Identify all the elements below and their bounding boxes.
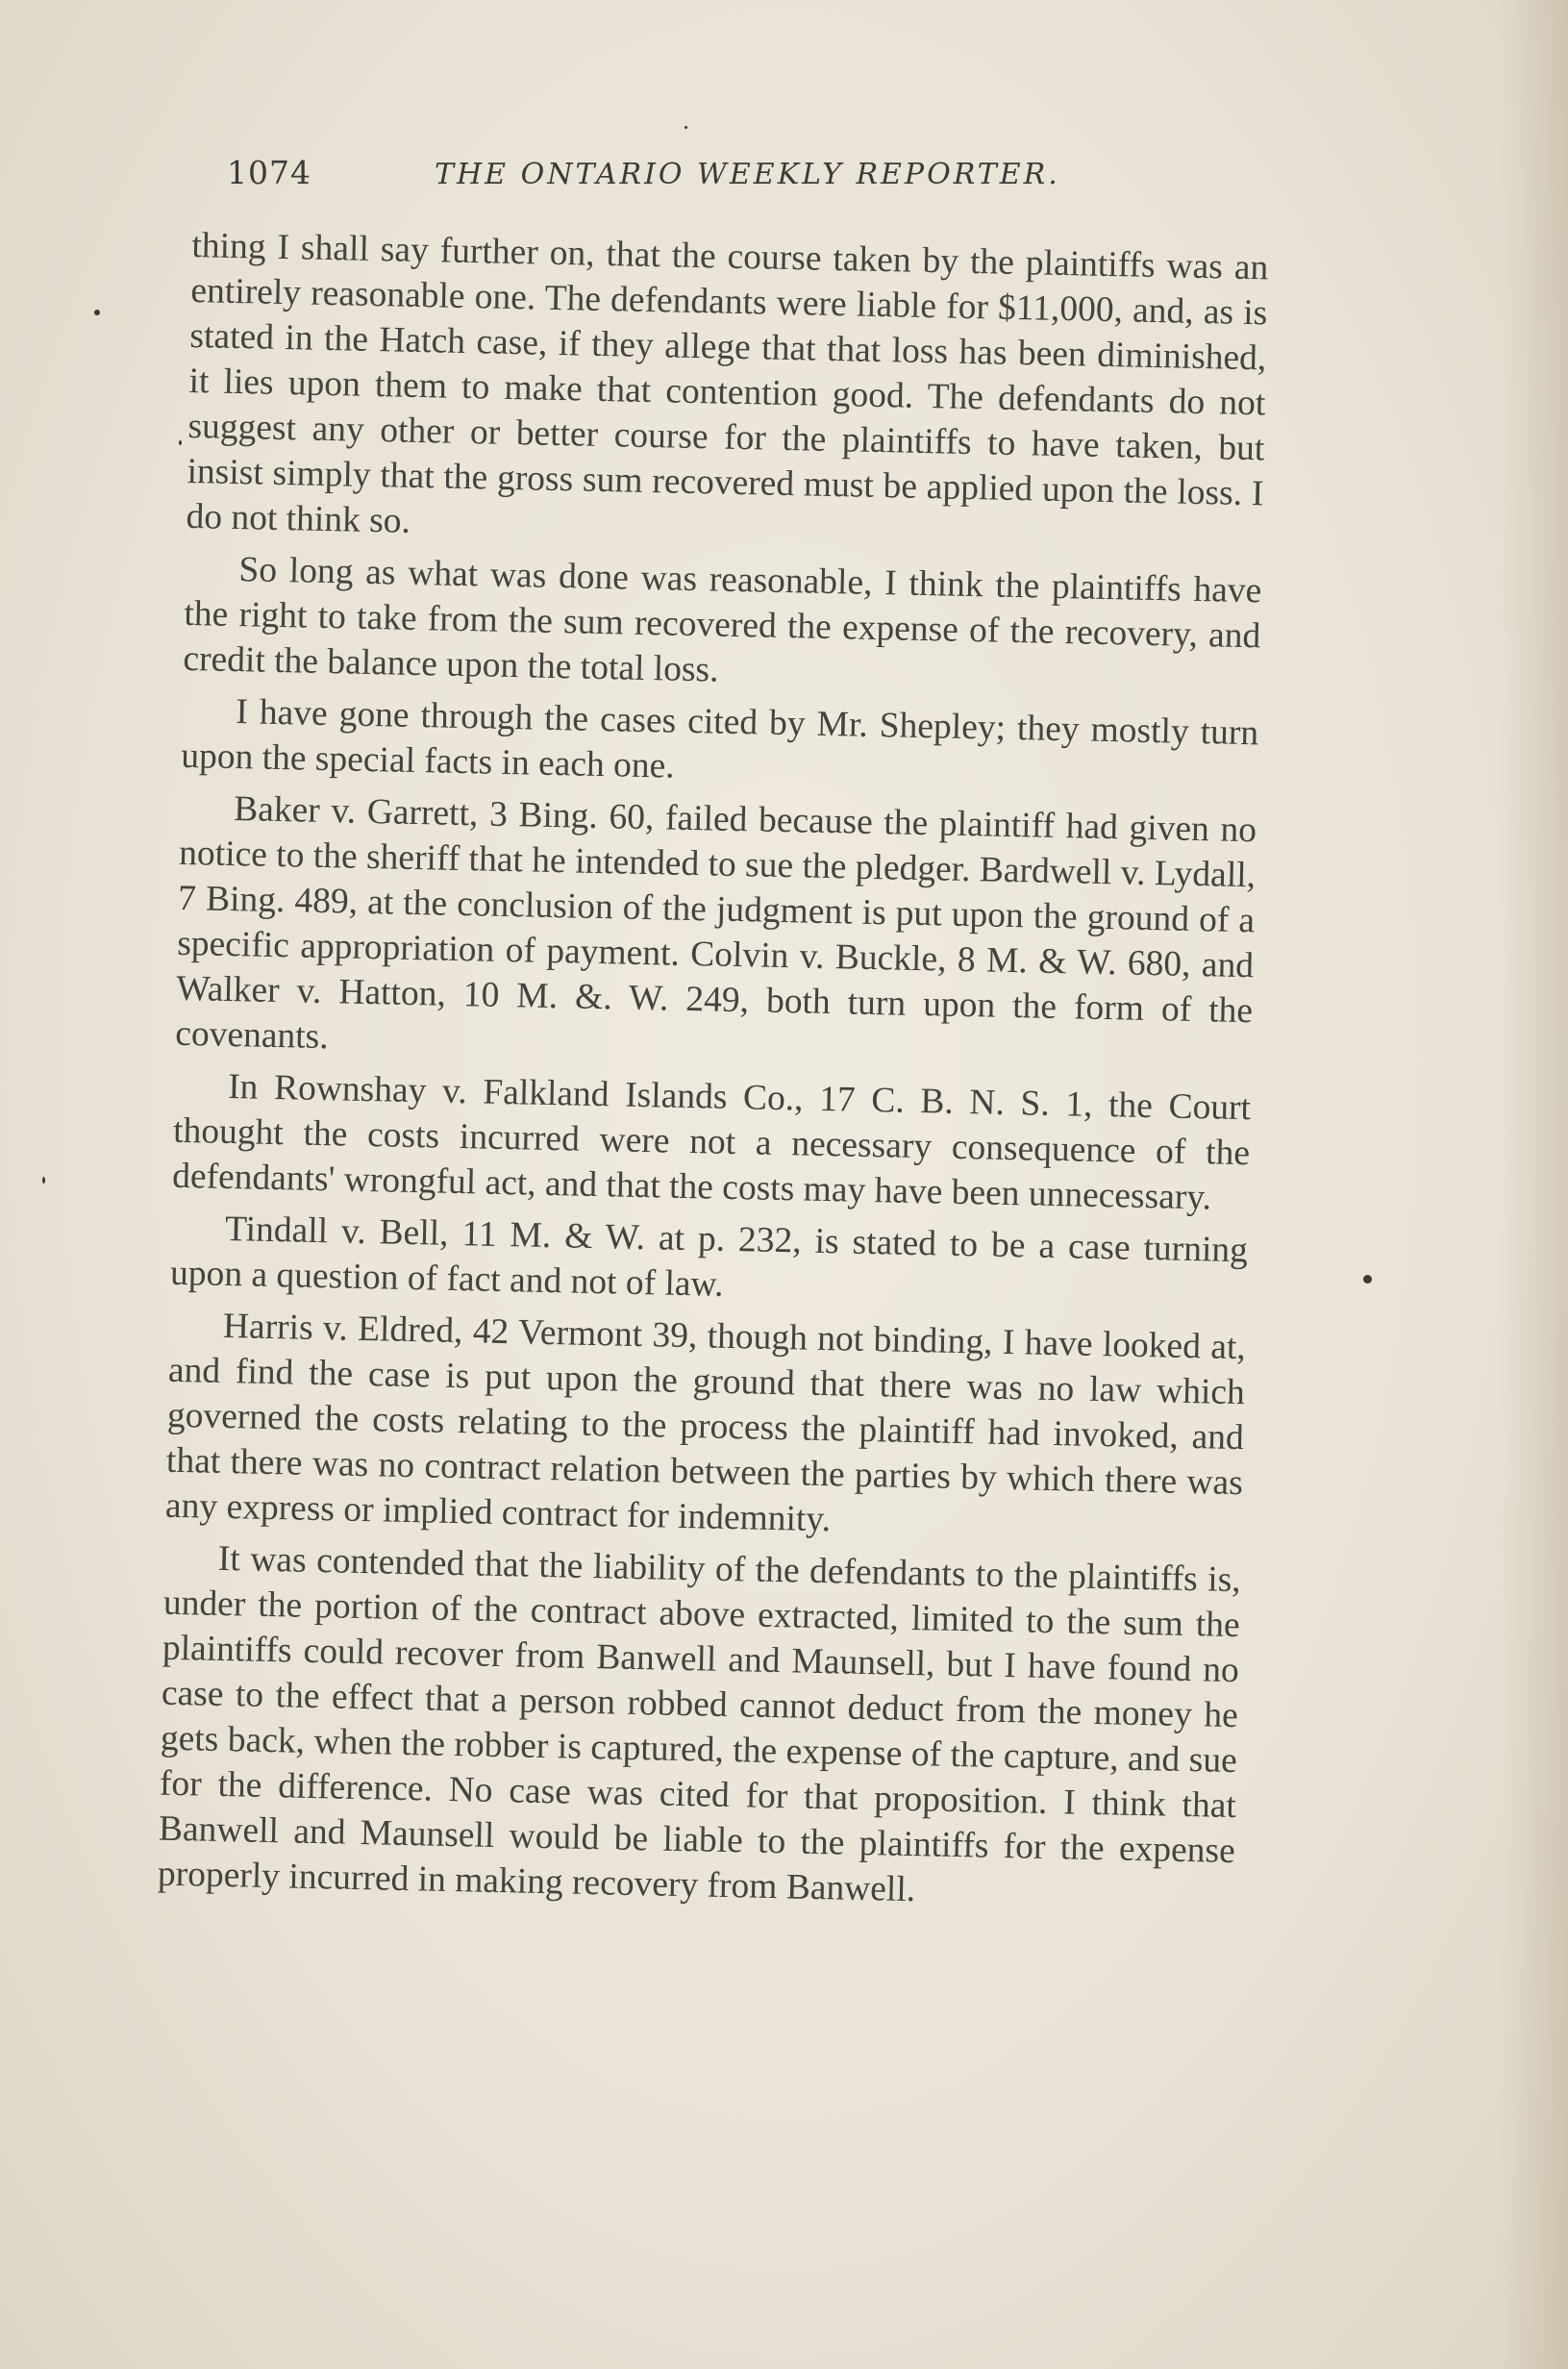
paragraph-7: Harris v. Eldred, 42 Vermont 39, though not binding, I have looked at, and find the case is put upon the ground that there was no law which governed the costs relating to the process the plaintiff had invoked, and that there was no contract relation between the parties by which there was any express or implied contract for indemnity. xyxy=(164,1306,1247,1540)
paragraph-4: Baker v. Garrett, 3 Bing. 60, failed because the plaintiff had given no notice to the sheriff that he intended to sue the pledger. Bardwell v. Lydall, 7 Bing. 489, at the conclusion of the judgment is put upon the ground of a specific appropriation of payment. Colvin v. Buckle, 8 M. & W. 680, and Walker v. Hatton, 10 M. &. W. 249, both turn upon the form of the covenants. xyxy=(174,789,1257,1058)
paragraph-6: Tindall v. Bell, 11 M. & W. at p. 232, is stated to be a case turning upon a question of fact and not of law. xyxy=(169,1209,1249,1305)
paragraph-8: It was contended that the liability of the defendants to the plaintiffs is, under the portion of the contract above extracted, limited to the sum the plaintiffs could recover from Banwell and Maunsell, but I have found no case to the effect that a person robbed cannot deduct from the money he gets back, when the robber is captured, the expense of the capture, and sue for the difference. No case was cited for that proposition. I think that Banwell and Maunsell would be liable to the plaintiffs for the expense properly incurred in making recovery from Banwell. xyxy=(157,1538,1242,1910)
ink-speck xyxy=(94,310,100,315)
page-number: 1074 xyxy=(227,154,311,191)
paragraph-5: In Rownshay v. Falkland Islands Co., 17 C. B. N. S. 1, the Court thought the costs incurred were not a necessary consequence of the defendants' wrongful act, and that the costs may have been unnecessary. xyxy=(171,1066,1252,1218)
body-text xyxy=(157,223,1268,1926)
paragraph-2: So long as what was done was reasonable, I think the plaintiffs have the right to take from the sum recovered the expense of the recovery, and credit the balance upon the total loss. xyxy=(183,550,1262,690)
ink-speck xyxy=(684,126,687,129)
paragraph-3: I have gone through the cases cited by Mr. Shepley; they mostly turn upon the special facts in each one. xyxy=(180,692,1259,786)
running-title: THE ONTARIO WEEKLY REPORTER. xyxy=(435,158,1060,191)
paragraph-1: thing I shall say further on, that the course taken by the plaintiffs was an entirely reasonable one. The defendants were liable for $11,000, and, as is stated in the Hatch case, if they allege that that loss has been diminished, it lies upon them to make that contention good. The defendants do not suggest any other or better course for the plaintiffs to have taken, but insist simply that the gross sum recovered must be applied upon the loss. I do not think so. xyxy=(186,225,1269,541)
page-header xyxy=(223,154,1281,202)
ink-speck xyxy=(1363,1275,1372,1284)
binding-shadow xyxy=(1501,0,1568,2369)
ink-speck xyxy=(42,1177,45,1184)
ink-speck xyxy=(179,440,182,445)
